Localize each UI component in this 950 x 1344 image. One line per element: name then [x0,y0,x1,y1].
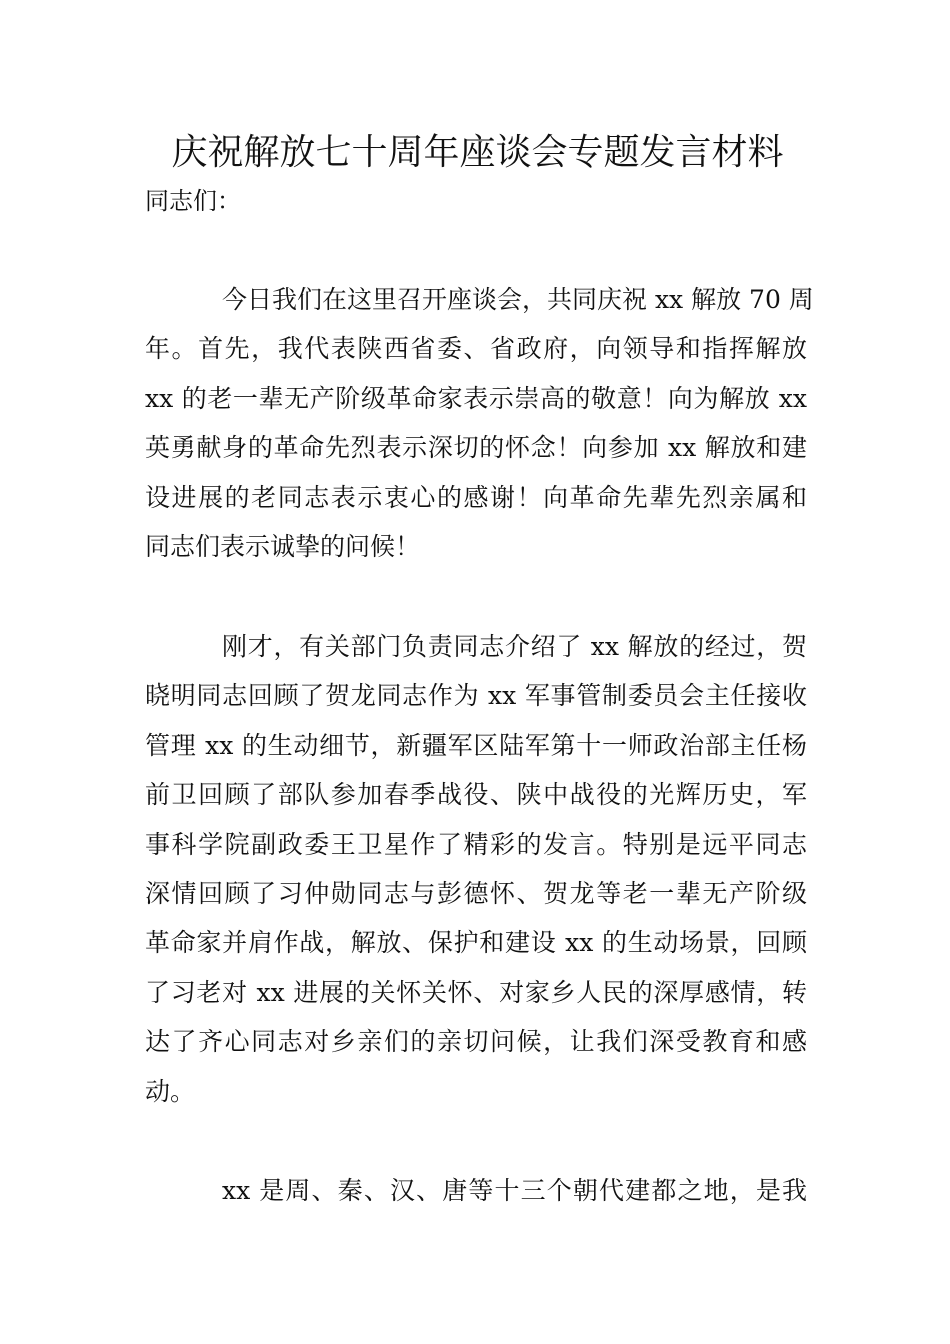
paragraph-1-line: xx 的老一辈无产阶级革命家表示崇高的敬意！向为解放 xx [145,383,807,413]
paragraph-1-line: 同志们表示诚挚的问候！ [145,532,421,561]
paragraph-2-line: 刚才，有关部门负责同志介绍了 xx 解放的经过，贺 [222,632,807,661]
paragraph-2-line: 晓明同志回顾了贺龙同志作为 xx 军事管制委员会主任接收 [145,681,807,711]
paragraph-2-line: 事科学院副政委王卫星作了精彩的发言。特别是远平同志 [145,829,807,859]
paragraph-2-line: 动。 [145,1076,196,1106]
paragraph-1-line: 设进展的老同志表示衷心的感谢！向革命先辈先烈亲属和 [145,482,807,512]
paragraph-1-line: 今日我们在这里召开座谈会，共同庆祝 xx 解放 70 周 [222,285,814,314]
document-title: 庆祝解放七十周年座谈会专题发言材料 [171,132,784,173]
paragraph-2-line: 深情回顾了习仲勋同志与彭德怀、贺龙等老一辈无产阶级 [145,879,807,908]
paragraph-2-line: 革命家并肩作战，解放、保护和建设 xx 的生动场景，回顾 [145,928,807,958]
paragraph-1-line: 年。首先，我代表陕西省委、省政府，向领导和指挥解放 [145,334,807,364]
greeting: 同志们： [145,187,241,215]
paragraph-2-line: 前卫回顾了部队参加春季战役、陕中战役的光辉历史，军 [145,780,807,810]
paragraph-2-line: 达了齐心同志对乡亲们的亲切问候，让我们深受教育和感 [145,1027,807,1057]
paragraph-1-line: 英勇献身的革命先烈表示深切的怀念！向参加 xx 解放和建 [145,433,807,463]
paragraph-2-line: 了习老对 xx 进展的关怀关怀、对家乡人民的深厚感情，转 [145,977,807,1007]
paragraph-2-line: 管理 xx 的生动细节，新疆军区陆军第十一师政治部主任杨 [145,730,807,760]
paragraph-3-line: xx 是周、秦、汉、唐等十三个朝代建都之地，是我 [222,1176,807,1205]
